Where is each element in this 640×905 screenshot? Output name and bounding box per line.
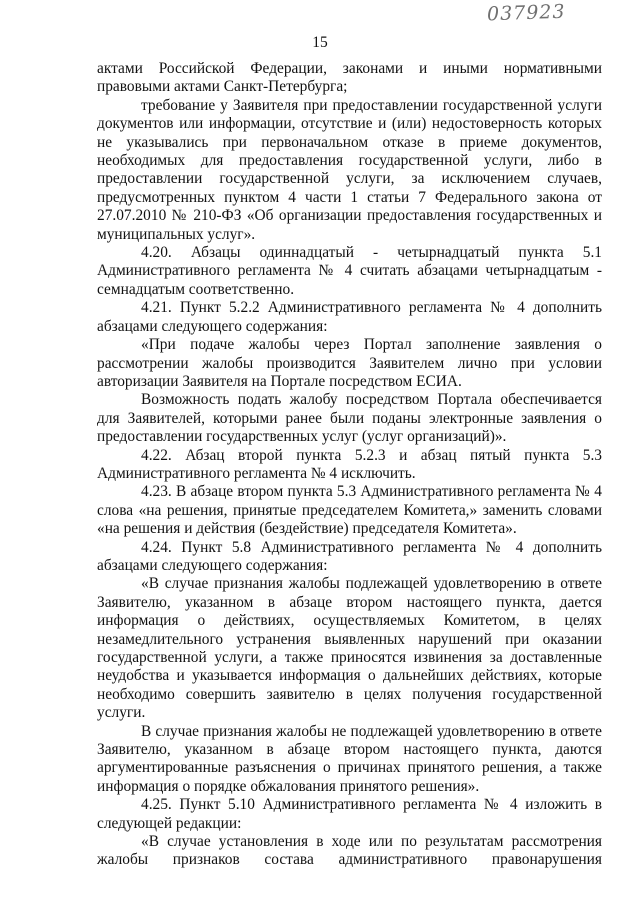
document-body bbox=[97, 60, 602, 870]
paragraph: 4.21. Пункт 5.2.2 Административного регламента № 4 дополнить абзацами следующего содержания: bbox=[97, 299, 602, 335]
paragraph: 4.22. Абзац второй пункта 5.2.3 и абзац пятый пункта 5.3 Административного регламента № 4 исключить. bbox=[97, 446, 602, 482]
paragraph: требование у Заявителя при предоставлении государственной услуги документов или информации, отсутствие и (или) недостоверность которых не указывались при первоначальном отказе в приеме документов, необходимых для предоставления государственной услуги, либо в предоставлении государственной услуги, за исключением случаев, предусмотренных пунктом 4 части 1 статьи 7 Федерального закона от 27.07.2010 № 210-ФЗ «Об организации предоставления государственных и муниципальных услуг». bbox=[97, 96, 602, 243]
paragraph: актами Российской Федерации, законами и иными нормативными правовыми актами Санкт-Петербурга; bbox=[97, 60, 602, 96]
paragraph: «В случае установления в ходе или по результатам рассмотрения жалобы признаков состава административного правонарушения bbox=[97, 833, 602, 869]
paragraph: В случае признания жалобы не подлежащей удовлетворению в ответе Заявителю, указанном в абзаце втором настоящего пункта, даются аргументированные разъяснения о причинах принятого решения, а также информация о порядке обжалования принятого решения». bbox=[97, 722, 602, 795]
paragraph: 4.23. В абзаце втором пункта 5.3 Административного регламента № 4 слова «на решения, принятые председателем Комитета,» заменить словами «на решения и действия (бездействие) председателя Комитета». bbox=[97, 483, 602, 538]
paragraph: «При подаче жалобы через Портал заполнение заявления о рассмотрении жалобы производится Заявителем лично при условии авторизации Заявителя на Портале посредством ЕСИА. bbox=[97, 336, 602, 390]
paragraph: 4.20. Абзацы одиннадцатый - четырнадцатый пункта 5.1 Административного регламента № 4 считать абзацами четырнадцатым - семнадцатым соответственно. bbox=[97, 244, 602, 298]
paragraph: «В случае признания жалобы подлежащей удовлетворению в ответе Заявителю, указанном в абзаце втором настоящего пункта, дается информация о действиях, осуществляемых Комитетом, в целях незамедлительного устранения выявленных нарушений при оказании государственной услуги, а также приносятся извинения за доставленные неудобства и указывается информация о дальнейших действиях, которые необходимо совершить заявителю в целях получения государственной услуги. bbox=[97, 575, 602, 722]
handwritten-number-stamp: 037923 bbox=[486, 0, 566, 26]
paragraph: Возможность подать жалобу посредством Портала обеспечивается для Заявителей, которыми ранее были поданы электронные заявления о предоставлении государственных услуг (услуг организаций)». bbox=[97, 391, 602, 446]
paragraph: 4.25. Пункт 5.10 Административного регламента № 4 изложить в следующей редакции: bbox=[97, 796, 602, 832]
paragraph: 4.24. Пункт 5.8 Административного регламента № 4 дополнить абзацами следующего содержания: bbox=[97, 538, 602, 574]
page-number: 15 bbox=[312, 34, 328, 51]
